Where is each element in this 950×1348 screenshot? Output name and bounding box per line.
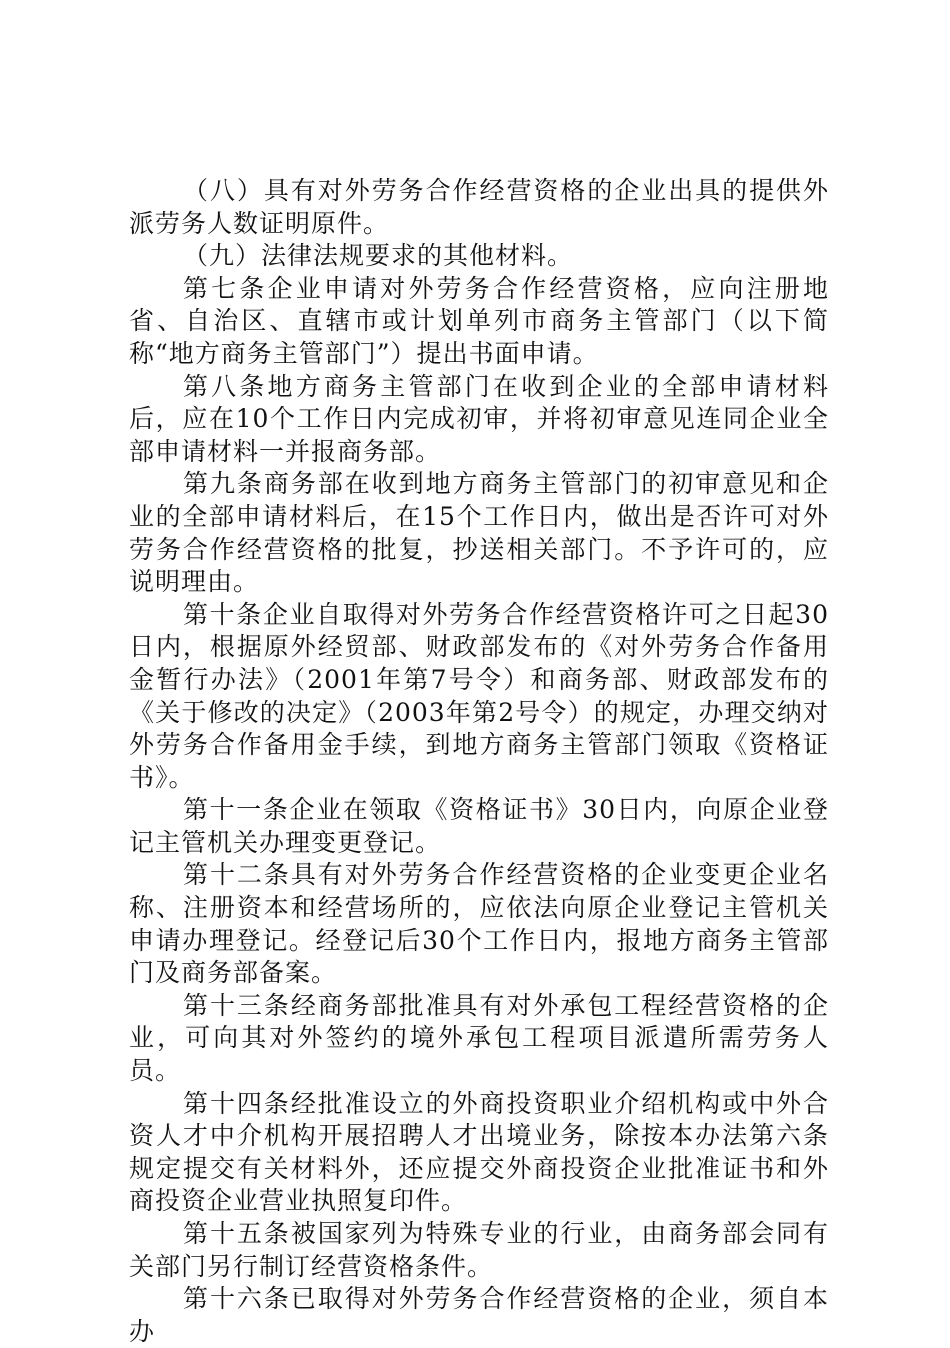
article-8: 第八条地方商务主管部门在收到企业的全部申请材料后，应在10个工作日内完成初审，并将初审意见连同企业全部申请材料一并报商务部。 (129, 371, 829, 466)
article-16: 第十六条已取得对外劳务合作经营资格的企业，须自本办 (129, 1284, 829, 1346)
article-9: 第九条商务部在收到地方商务主管部门的初审意见和企业的全部申请材料后，在15个工作日内，做出是否许可对外劳务合作经营资格的批复，抄送相关部门。不予许可的，应说明理由。 (129, 469, 829, 597)
article-14: 第十四条经批准设立的外商投资职业介绍机构或中外合资人才中介机构开展招聘人才出境业务，除按本办法第六条规定提交有关材料外，还应提交外商投资企业批准证书和外商投资企业营业执照复印件。 (129, 1088, 829, 1216)
paragraph-item-9: （九）法律法规要求的其他材料。 (183, 241, 574, 271)
article-15: 第十五条被国家列为特殊专业的行业，由商务部会同有关部门另行制订经营资格条件。 (129, 1219, 829, 1281)
article-10: 第十条企业自取得对外劳务合作经营资格许可之日起30日内，根据原外经贸部、财政部发布的《对外劳务合作备用金暂行办法》（2001年第7号令）和商务部、财政部发布的《关于修改的决定》（2003年第2号令）的规定，办理交纳对外劳务合作备用金手续，到地方商务主管部门领取《资格证书》。 (129, 599, 829, 792)
paragraph-item-8: （八）具有对外劳务合作经营资格的企业出具的提供外派劳务人数证明原件。 (129, 176, 829, 238)
article-13: 第十三条经商务部批准具有对外承包工程经营资格的企业，可向其对外签约的境外承包工程项目派遣所需劳务人员。 (129, 990, 829, 1086)
article-12: 第十二条具有对外劳务合作经营资格的企业变更企业名称、注册资本和经营场所的，应依法向原企业登记主管机关申请办理登记。经登记后30个工作日内，报地方商务主管部门及商务部备案。 (129, 860, 829, 988)
article-7: 第七条企业申请对外劳务合作经营资格，应向注册地省、自治区、直辖市或计划单列市商务主管部门（以下简称“地方商务主管部门”）提出书面申请。 (129, 273, 829, 368)
document-body (129, 175, 829, 1348)
article-11: 第十一条企业在领取《资格证书》30日内，向原企业登记主管机关办理变更登记。 (129, 795, 829, 857)
